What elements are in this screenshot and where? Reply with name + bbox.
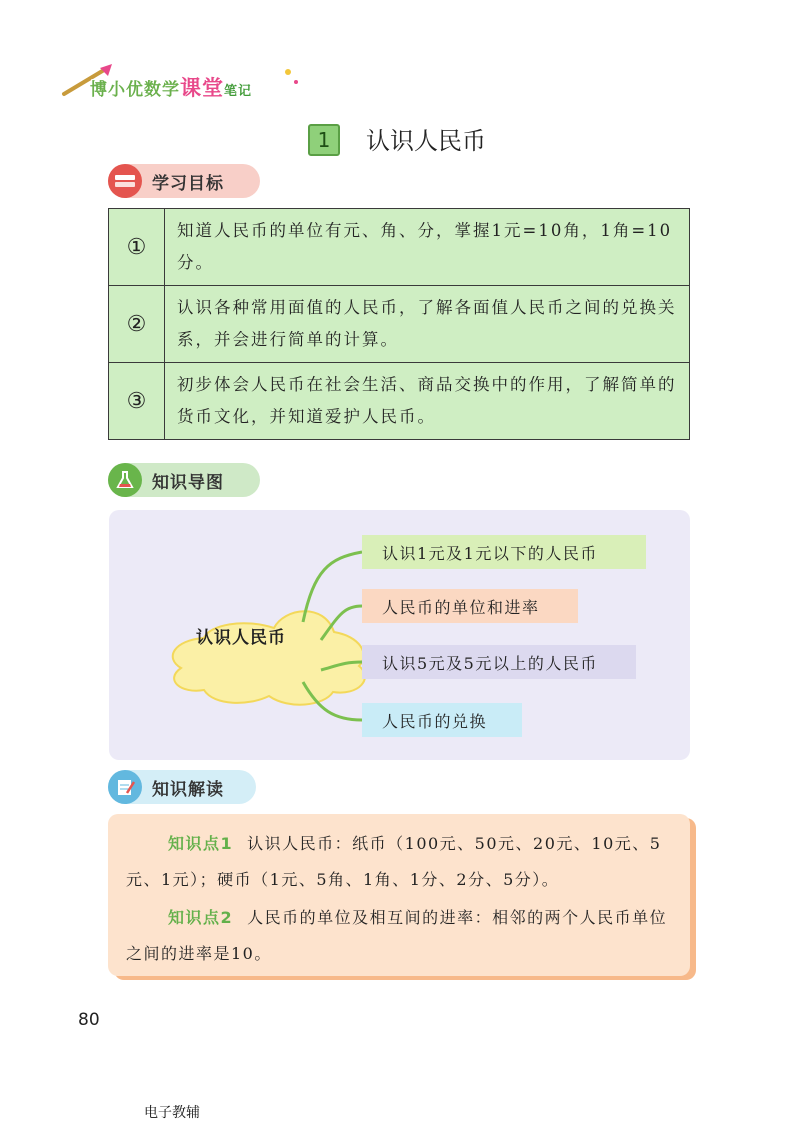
- section-explain-header: [108, 770, 256, 804]
- knowledge-point-text: 认识人民币：纸币（100元、50元、20元、10元、5元、1元）；硬币（1元、5角、1角、1分、2分、5分）。: [126, 834, 662, 889]
- mind-map-branch: 人民币的兑换: [362, 703, 522, 737]
- goals-table: [108, 208, 690, 440]
- knowledge-point: [126, 900, 678, 972]
- brand-logo: [60, 62, 310, 102]
- section-map-title: 知识导图: [152, 472, 224, 493]
- notepad-icon: [108, 770, 142, 804]
- goal-text: 知道人民币的单位有元、角、分，掌握1元=10角，1角=10分。: [165, 209, 690, 286]
- page-title: 认识人民币: [366, 127, 486, 155]
- brand-highlight: 课堂: [180, 76, 224, 100]
- goal-number: ①: [109, 209, 165, 286]
- goal-number: ③: [109, 363, 165, 440]
- footer-mark: 电子教辅: [144, 1105, 200, 1121]
- mind-map-branch: 认识1元及1元以下的人民币: [362, 535, 646, 569]
- brand-suffix: 笔记: [224, 84, 253, 99]
- page-number: 80: [78, 1010, 100, 1030]
- table-row: [109, 286, 690, 363]
- section-goals-title: 学习目标: [152, 173, 224, 194]
- mind-map-center: 认识人民币: [196, 628, 286, 648]
- goal-text: 初步体会人民币在社会生活、商品交换中的作用，了解简单的货币文化，并知道爱护人民币。: [165, 363, 690, 440]
- knowledge-point-text: 人民币的单位及相互间的进率：相邻的两个人民币单位之间的进率是10。: [126, 908, 668, 963]
- lesson-number: 1: [308, 124, 340, 156]
- goal-text: 认识各种常用面值的人民币，了解各面值人民币之间的兑换关系，并会进行简单的计算。: [165, 286, 690, 363]
- section-goals-header: [108, 164, 260, 198]
- knowledge-box: [108, 814, 690, 976]
- table-row: [109, 363, 690, 440]
- brand-prefix: 博小优数学: [90, 80, 180, 100]
- table-row: [109, 209, 690, 286]
- section-map-header: [108, 463, 260, 497]
- mind-map-branch: 人民币的单位和进率: [362, 589, 578, 623]
- knowledge-point-label: 知识点2: [168, 908, 234, 927]
- knowledge-point-label: 知识点1: [168, 834, 234, 853]
- goal-number: ②: [109, 286, 165, 363]
- mind-map-branch: 认识5元及5元以上的人民币: [362, 645, 636, 679]
- section-explain-title: 知识解读: [152, 779, 224, 800]
- books-icon: [108, 164, 142, 198]
- flask-icon: [108, 463, 142, 497]
- knowledge-point: [126, 826, 678, 898]
